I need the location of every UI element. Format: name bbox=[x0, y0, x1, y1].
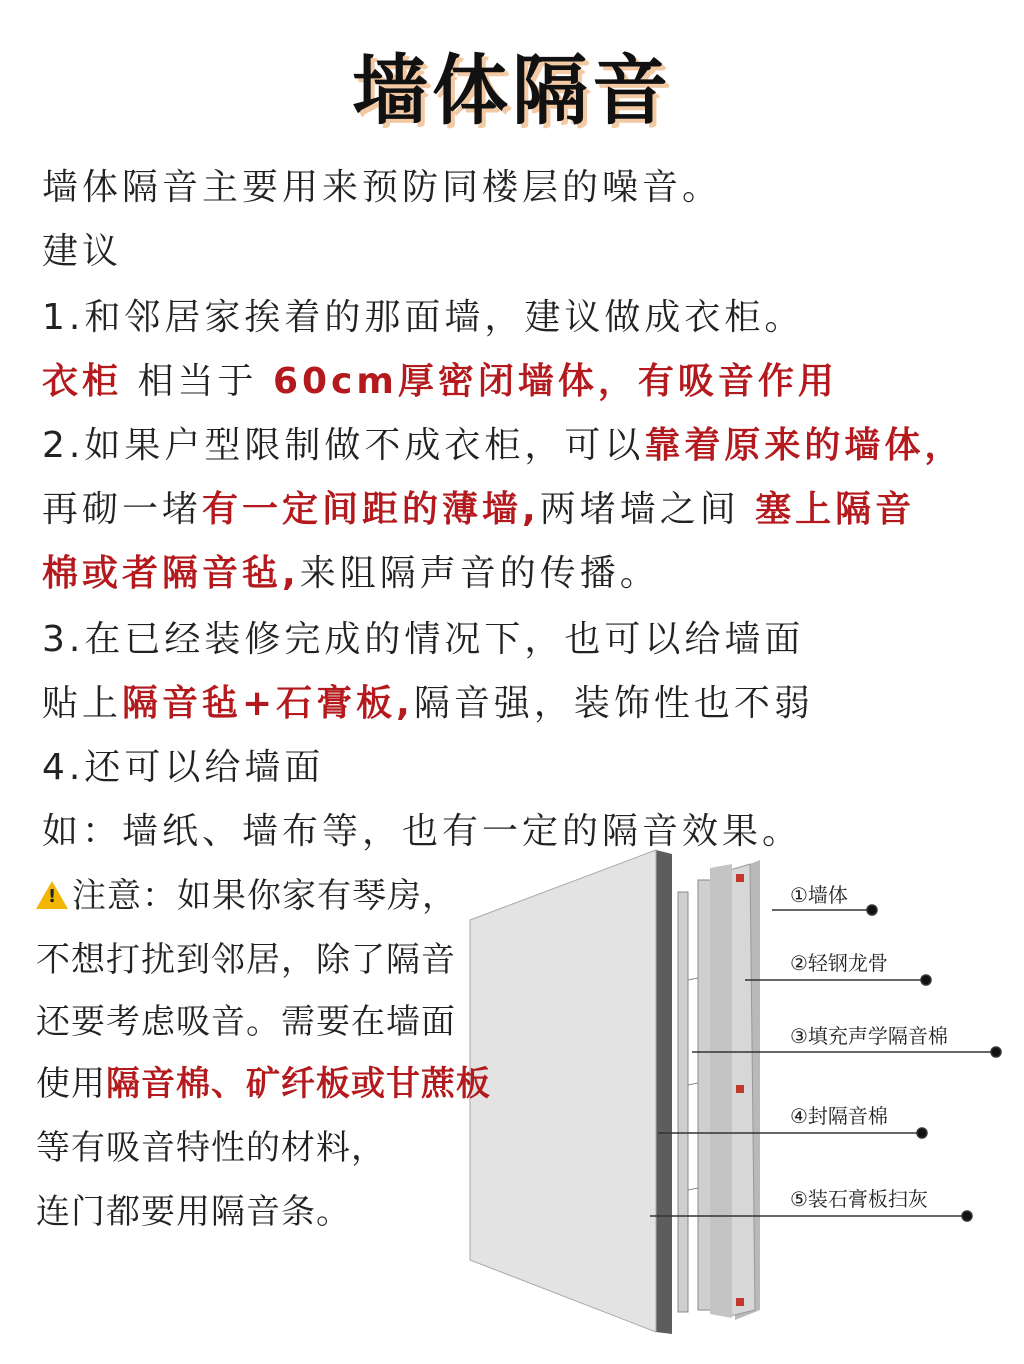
point-2-line-2 bbox=[42, 488, 915, 532]
note-text-4b: 隔音棉、矿纤板或甘蔗板 bbox=[106, 1064, 491, 1104]
label-wall: ①墙体 bbox=[790, 883, 848, 907]
gypsum-edge bbox=[656, 850, 672, 1334]
note-text-1: 注意：如果你家有琴房， bbox=[72, 876, 457, 916]
p2-a: 2.如果户型限制做不成衣柜，可以 bbox=[42, 425, 645, 466]
wardrobe-effect: 60cm厚密闭墙体，有吸音作用 bbox=[272, 361, 838, 402]
point-1-note bbox=[42, 360, 838, 404]
steel-stud-frame bbox=[678, 880, 712, 1312]
note-line-5: 等有吸音特性的材料， bbox=[36, 1128, 386, 1168]
page-title: 墙体隔音 bbox=[352, 46, 672, 135]
p2-g: 棉或者隔音毡, bbox=[42, 553, 300, 594]
point-4-line-1: 4.还可以给墙面 bbox=[42, 747, 325, 788]
p2-f: 塞上隔音 bbox=[755, 489, 916, 530]
gypsum-board bbox=[470, 850, 656, 1332]
label-steel-stud: ②轻钢龙骨 bbox=[790, 951, 888, 975]
p2-d: 有一定间距的薄墙, bbox=[202, 489, 540, 530]
equals-text: 相当于 bbox=[137, 361, 258, 402]
note-line-1 bbox=[36, 874, 457, 918]
point-3-line-2 bbox=[42, 682, 814, 726]
point-4-line-2: 如：墙纸、墙布等，也有一定的隔音效果。 bbox=[42, 811, 803, 852]
p3-d: 隔音强，装饰性也不弱 bbox=[413, 683, 814, 724]
intro-text: 墙体隔音主要用来预防同楼层的噪音。 bbox=[42, 167, 723, 208]
note-line-2: 不想打扰到邻居，除了隔音 bbox=[36, 940, 456, 980]
p3-b: 贴上 bbox=[42, 683, 123, 724]
note-text-4a: 使用 bbox=[36, 1064, 106, 1104]
wardrobe-text: 衣柜 bbox=[42, 361, 123, 402]
warning-mark: ! bbox=[48, 886, 58, 907]
p3-c: 隔音毡+石膏板, bbox=[122, 683, 414, 724]
wall-diagram bbox=[460, 840, 1020, 1340]
point-3-line-1: 3.在已经装修完成的情况下，也可以给墙面 bbox=[42, 619, 805, 660]
point-2-line-1 bbox=[42, 424, 964, 468]
p2-c: 再砌一堵 bbox=[42, 489, 203, 530]
suggest-heading: 建议 bbox=[42, 231, 123, 272]
insulation-layer bbox=[710, 864, 732, 1318]
label-insulation: ③填充声学隔音棉 bbox=[790, 1024, 948, 1048]
note-line-4 bbox=[36, 1062, 491, 1106]
p2-e: 两堵墙之间 bbox=[539, 489, 756, 530]
note-line-6: 连门都要用隔音条。 bbox=[36, 1192, 351, 1232]
p2-b: 靠着原来的墙体， bbox=[644, 425, 965, 466]
label-seal-insulation: ④封隔音棉 bbox=[790, 1104, 888, 1128]
note-line-3: 还要考虑吸音。需要在墙面 bbox=[36, 1002, 456, 1042]
label-gypsum: ⑤装石膏板扫灰 bbox=[790, 1187, 928, 1211]
p2-h: 来阻隔声音的传播。 bbox=[299, 553, 660, 594]
warning-icon bbox=[36, 881, 68, 909]
point-1: 1.和邻居家挨着的那面墙，建议做成衣柜。 bbox=[42, 297, 805, 338]
point-2-line-3 bbox=[42, 552, 660, 596]
